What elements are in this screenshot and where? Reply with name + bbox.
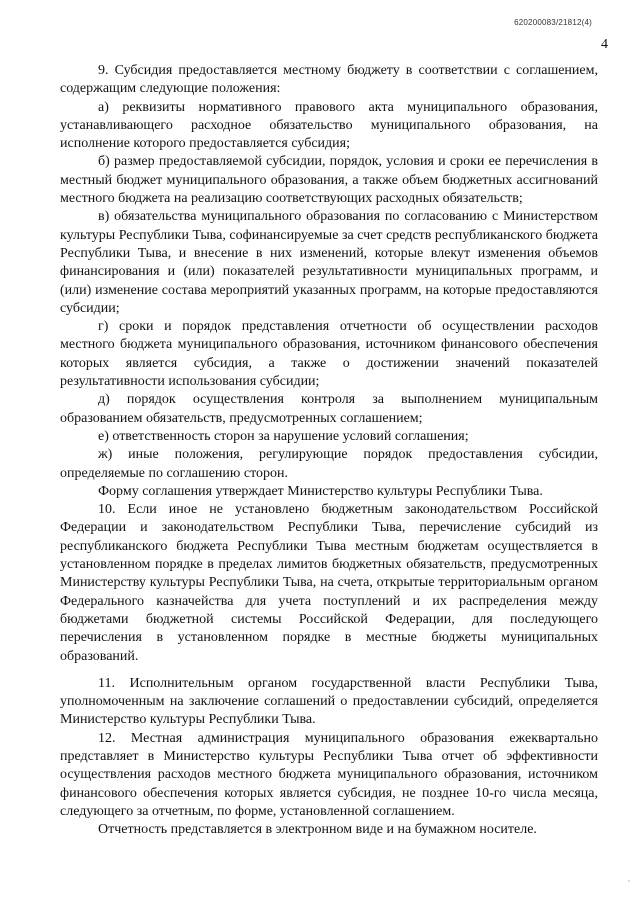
corner-mark: ʿ xyxy=(627,879,630,889)
paragraph-10: 10. Если иное не установлено бюджетным законодательством Российской Федерации и законодательством Республики Тыва, перечисление субсидий из республиканского бюджета Республики Тыва местным бюджетам осуществляется в установленном порядке в пределах лимитов бюджетных обязательств, предусмотренных Министерству культуры Республики Тыва, на счета, открытые территориальным органом Федерального казначейства для учета поступлений и их распределения между бюджетами бюджетной системы Российской Федерации, для последующего перечисления в установленном порядке в местные бюджеты муниципальных образований. xyxy=(60,502,598,664)
paragraph-item-d: д) порядок осуществления контроля за выполнением муниципальным образованием обязательств, предусмотренных соглашением; xyxy=(60,392,598,426)
page-number: 4 xyxy=(601,37,608,52)
paragraph-12: 12. Местная администрация муниципального образования ежеквартально представляет в Министерство культуры Республики Тыва отчет об эффективности осуществления расходов местного бюджета муниципального образования, источником финансового обеспечения которых является субсидия, не позднее 10-го числа месяца, следующего за отчетным, по форме, установленной соглашением. xyxy=(60,730,598,819)
paragraph-item-a: а) реквизиты нормативного правового акта муниципального образования, устанавливающего расходное обязательство муниципального образования, на исполнение которого предоставляется субсидия; xyxy=(60,99,598,152)
document-body xyxy=(60,62,598,839)
paragraph-9-intro: 9. Субсидия предоставляется местному бюджету в соответствии с соглашением, содержащим следующие положения: xyxy=(60,63,598,97)
paragraph-item-g: г) сроки и порядок представления отчетности об осуществлении расходов местного бюджета муниципального образования, источником финансового обеспечения которых является субсидия, а также о достижении значений показателей результативности использования субсидии; xyxy=(60,319,598,390)
paragraph-agreement-form: Форму соглашения утверждает Министерство культуры Республики Тыва. xyxy=(98,483,543,499)
paragraph-item-zh: ж) иные положения, регулирующие порядок предоставления субсидии, определяемые по соглашению сторон. xyxy=(60,447,598,481)
paragraph-11: 11. Исполнительным органом государственной власти Республики Тыва, уполномоченным на заключение соглашений о предоставлении субсидий, определяется Министерство культуры Республики Тыва. xyxy=(60,675,598,728)
paragraph-item-v: в) обязательства муниципального образования по согласованию с Министерством культуры Республики Тыва, софинансируемые за счет средств республиканского бюджета Республики Тыва, и внесение в них изменений, которые влекут изменения объемов финансирования и (или) показателей результативности муниципальных программ, и (или) изменение состава мероприятий указанных программ, на которые предоставляются субсидии; xyxy=(60,209,598,316)
paragraph-reporting-format: Отчетность представляется в электронном виде и на бумажном носителе. xyxy=(98,822,537,838)
document-code: 620200083/21812(4) xyxy=(514,18,592,27)
paragraph-item-b: б) размер предоставляемой субсидии, порядок, условия и сроки ее перечисления в местный бюджет муниципального образования, а также объем бюджетных ассигнований местного бюджета на реализацию соответствующих расходных обязательств; xyxy=(60,154,598,207)
paragraph-item-e: е) ответственность сторон за нарушение условий соглашения; xyxy=(98,428,469,444)
